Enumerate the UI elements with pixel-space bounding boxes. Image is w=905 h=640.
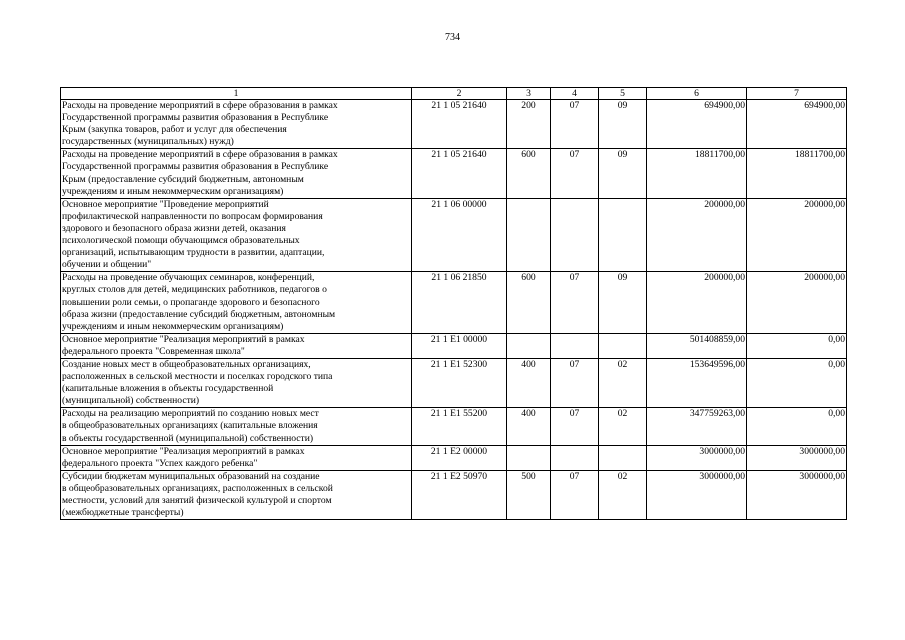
row-code: 21 1 E1 00000 (412, 333, 507, 358)
table-row (61, 272, 847, 333)
budget-table (60, 87, 847, 520)
row-amount-7: 0,00 (747, 358, 847, 407)
row-expense-type: 500 (507, 470, 551, 519)
row-code: 21 1 E1 52300 (412, 358, 507, 407)
row-expense-type: 400 (507, 358, 551, 407)
row-amount-6: 18811700,00 (647, 149, 747, 198)
row-description: Основное мероприятие "Реализация мероприятий в рамках федерального проекта "Современная школа" (61, 333, 412, 358)
row-code: 21 1 06 21850 (412, 272, 507, 333)
row-amount-7: 200000,00 (747, 272, 847, 333)
row-amount-7: 0,00 (747, 408, 847, 445)
row-section: 07 (551, 100, 599, 149)
row-expense-type (507, 333, 551, 358)
row-expense-type (507, 198, 551, 272)
column-header: 5 (599, 88, 647, 100)
column-header: 2 (412, 88, 507, 100)
row-amount-7: 3000000,00 (747, 445, 847, 470)
table-row (61, 100, 847, 149)
row-subsection: 02 (599, 358, 647, 407)
row-section: 07 (551, 149, 599, 198)
table-row (61, 149, 847, 198)
row-code: 21 1 E2 00000 (412, 445, 507, 470)
row-amount-7: 200000,00 (747, 198, 847, 272)
row-amount-7: 0,00 (747, 333, 847, 358)
table-row (61, 333, 847, 358)
row-section (551, 445, 599, 470)
row-section: 07 (551, 408, 599, 445)
row-amount-6: 3000000,00 (647, 470, 747, 519)
row-section: 07 (551, 470, 599, 519)
row-description: Основное мероприятие "Проведение мероприятий профилактической направленности по вопросам формирования здорового и безопасного образа жизни детей, оказания психологической помощи обучающимся образовательных организаций, испытывающим трудности в развитии, адаптации, обучении и общении" (61, 198, 412, 272)
row-subsection: 02 (599, 408, 647, 445)
row-subsection (599, 445, 647, 470)
row-expense-type: 600 (507, 272, 551, 333)
table-row (61, 358, 847, 407)
column-header: 4 (551, 88, 599, 100)
row-code: 21 1 05 21640 (412, 149, 507, 198)
row-expense-type: 200 (507, 100, 551, 149)
table-row (61, 408, 847, 445)
row-code: 21 1 E2 50970 (412, 470, 507, 519)
row-section: 07 (551, 272, 599, 333)
row-amount-7: 18811700,00 (747, 149, 847, 198)
table-row (61, 470, 847, 519)
row-description: Субсидии бюджетам муниципальных образований на создание в общеобразовательных организациях, расположенных в сельской местности, условий для занятий физической культурой и спортом (межбюджетные трансферты) (61, 470, 412, 519)
table-row (61, 198, 847, 272)
column-header: 7 (747, 88, 847, 100)
row-description: Создание новых мест в общеобразовательных организациях, расположенных в сельской местности и поселках городского типа (капитальные вложения в объекты государственной (муниципальной) собственности) (61, 358, 412, 407)
row-amount-6: 694900,00 (647, 100, 747, 149)
row-subsection: 09 (599, 100, 647, 149)
row-section (551, 198, 599, 272)
row-expense-type (507, 445, 551, 470)
column-header: 1 (61, 88, 412, 100)
column-header: 6 (647, 88, 747, 100)
row-subsection (599, 198, 647, 272)
row-amount-6: 200000,00 (647, 272, 747, 333)
row-code: 21 1 05 21640 (412, 100, 507, 149)
row-expense-type: 400 (507, 408, 551, 445)
row-amount-6: 501408859,00 (647, 333, 747, 358)
row-expense-type: 600 (507, 149, 551, 198)
row-description: Расходы на проведение мероприятий в сфере образования в рамках Государственной программы развития образования в Республике Крым (закупка товаров, работ и услуг для обеспечения государственных (муниципальных) нужд) (61, 100, 412, 149)
row-section: 07 (551, 358, 599, 407)
row-description: Расходы на реализацию мероприятий по созданию новых мест в общеобразовательных организациях (капитальные вложения в объекты государственной (муниципальной) собственности) (61, 408, 412, 445)
page-number: 734 (445, 32, 460, 43)
row-description: Основное мероприятие "Реализация мероприятий в рамках федерального проекта "Успех каждого ребенка" (61, 445, 412, 470)
header-row (61, 88, 847, 100)
row-amount-7: 694900,00 (747, 100, 847, 149)
table-row (61, 445, 847, 470)
row-amount-6: 347759263,00 (647, 408, 747, 445)
row-description: Расходы на проведение обучающих семинаров, конференций, круглых столов для детей, медицинских работников, педагогов о повышении роли семьи, о пропаганде здорового и безопасного образа жизни (предоставление субсидий бюджетным, автономным учреждениям и иным некоммерческим организациям) (61, 272, 412, 333)
row-subsection: 02 (599, 470, 647, 519)
row-subsection: 09 (599, 149, 647, 198)
row-amount-6: 3000000,00 (647, 445, 747, 470)
row-code: 21 1 06 00000 (412, 198, 507, 272)
row-subsection (599, 333, 647, 358)
row-code: 21 1 E1 55200 (412, 408, 507, 445)
row-amount-6: 153649596,00 (647, 358, 747, 407)
row-amount-6: 200000,00 (647, 198, 747, 272)
column-header: 3 (507, 88, 551, 100)
row-description: Расходы на проведение мероприятий в сфере образования в рамках Государственной программы развития образования в Республике Крым (предоставление субсидий бюджетным, автономным учреждениям и иным некоммерческим организациям) (61, 149, 412, 198)
row-section (551, 333, 599, 358)
row-subsection: 09 (599, 272, 647, 333)
row-amount-7: 3000000,00 (747, 470, 847, 519)
